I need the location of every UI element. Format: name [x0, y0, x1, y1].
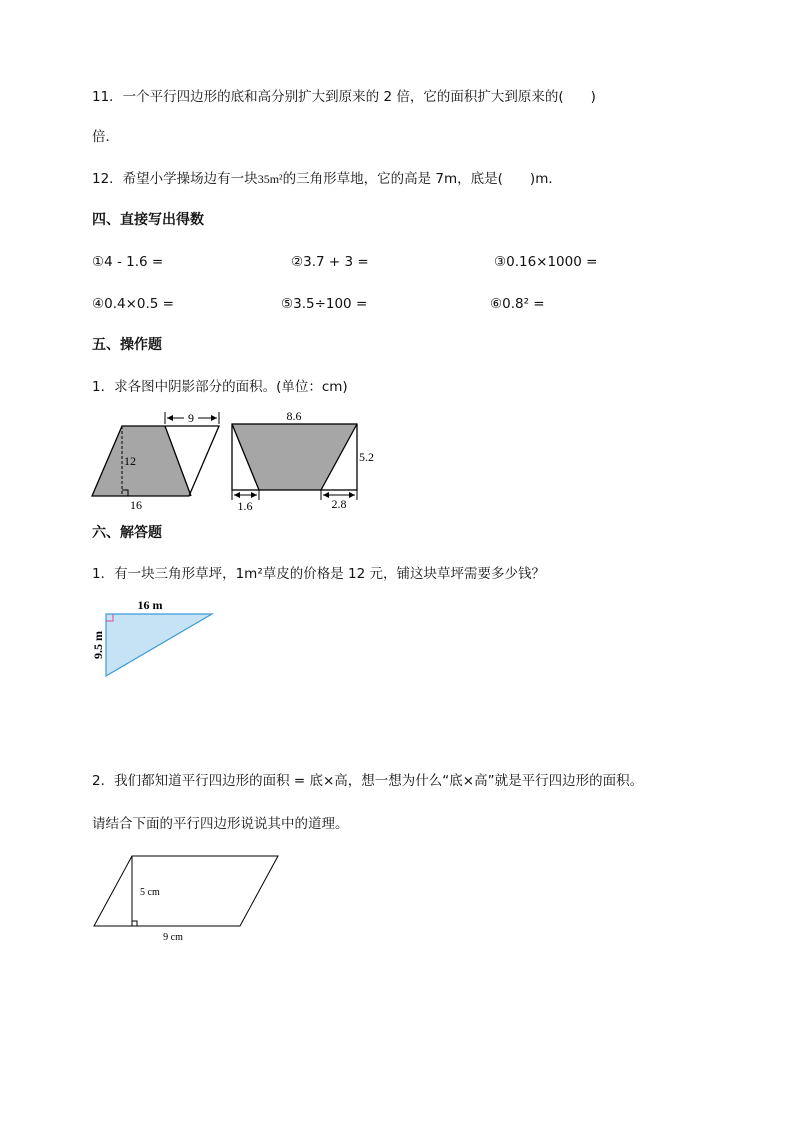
parallelogram-outline — [94, 856, 278, 926]
section5-title: 五、操作题 — [92, 337, 162, 353]
figure-shaded-rectangle — [226, 406, 386, 514]
calc-item-5: ⑤3.5÷100 = — [281, 296, 368, 312]
label-top: 8.6 — [286, 409, 302, 423]
label-height: 5 cm — [140, 887, 160, 898]
label-triangle-top: 16 m — [137, 598, 163, 612]
triangle-shape — [106, 614, 212, 676]
calc-item-3: ③0.16×1000 = — [494, 254, 598, 270]
calc-item-4: ④0.4×0.5 = — [92, 296, 174, 312]
label-height: 12 — [124, 454, 136, 468]
calc-item-1: ①4 - 1.6 = — [92, 254, 164, 270]
section6-q1: 1．有一块三角形草坪，1m²草皮的价格是 12 元，铺这块草坪需要多少钱？ — [92, 566, 546, 582]
q11-line2: 倍． — [92, 129, 119, 145]
label-base: 9 cm — [163, 932, 183, 943]
shaded-trapezoid — [232, 424, 357, 490]
section4-title: 四、直接写出得数 — [92, 212, 204, 228]
right-angle-mark — [132, 921, 137, 926]
label-top: 9 — [188, 411, 194, 425]
label-triangle-side: 9.5 m — [91, 631, 105, 659]
q12-before: 12．希望小学操场边有一块 — [92, 171, 258, 187]
section5-q1: 1．求各图中阴影部分的面积。(单位：cm) — [92, 379, 348, 395]
figure-triangle-lawn — [86, 594, 218, 680]
figure-parallelogram — [90, 850, 286, 946]
label-left-bottom: 1.6 — [237, 499, 253, 513]
calc-item-2: ②3.7 + 3 = — [291, 254, 369, 270]
calc-item-6: ⑥0.8² = — [490, 296, 545, 312]
section6-title: 六、解答题 — [92, 525, 162, 541]
label-right-bottom: 2.8 — [331, 497, 347, 511]
figure-shaded-parallelogram — [88, 408, 228, 512]
label-base: 16 — [130, 498, 142, 512]
q12-area: 35m² — [257, 172, 283, 186]
q12-line — [92, 170, 562, 188]
label-right: 5.2 — [359, 450, 374, 464]
section6-q2-line2: 请结合下面的平行四边形说说其中的道理。 — [92, 816, 349, 832]
section6-q2-line1: 2．我们都知道平行四边形的面积 = 底×高，想一想为什么“底×高”就是平行四边形的面积。 — [92, 773, 644, 789]
q11-line1: 11．一个平行四边形的底和高分别扩大到原来的 2 倍，它的面积扩大到原来的( ) — [92, 89, 596, 105]
q12-after: 的三角形草地，它的高是 7m，底是( )m． — [282, 171, 562, 187]
